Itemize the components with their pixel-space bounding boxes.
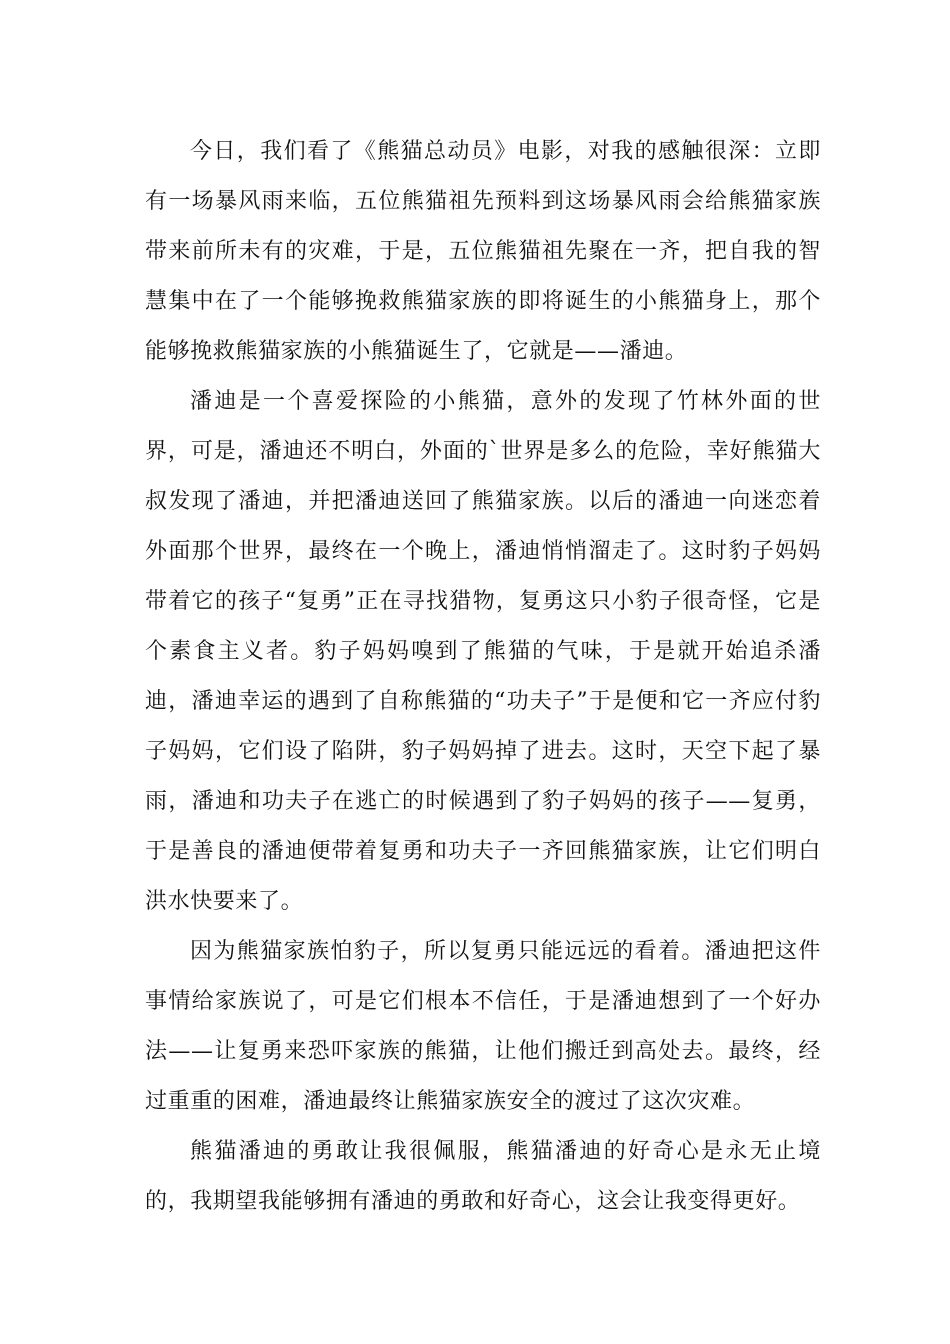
paragraph-4: 熊猫潘迪的勇敢让我很佩服，熊猫潘迪的好奇心是永无止境的，我期望我能够拥有潘迪的勇敢和好奇心，这会让我变得更好。 — [145, 1139, 821, 1214]
paragraph-2: 潘迪是一个喜爱探险的小熊猫，意外的发现了竹林外面的世界，可是，潘迪还不明白，外面的`世界是多么的危险，幸好熊猫大叔发现了潘迪，并把潘迪送回了熊猫家族。以后的潘迪一向迷恋着外面那个世界，最终在一个晚上，潘迪悄悄溜走了。这时豹子妈妈带着它的孩子“复勇”正在寻找猎物，复勇这只小豹子很奇怪，它是个素食主义者。豹子妈妈嗅到了熊猫的气味，于是就开始追杀潘迪，潘迪幸运的遇到了自称熊猫的“功夫子”于是便和它一齐应付豹子妈妈，它们设了陷阱，豹子妈妈掉了进去。这时，天空下起了暴雨，潘迪和功夫子在逃亡的时候遇到了豹子妈妈的孩子——复勇，于是善良的潘迪便带着复勇和功夫子一齐回熊猫家族，让它们明白洪水快要来了。 — [145, 389, 821, 914]
document-body — [145, 127, 821, 1227]
paragraph-3: 因为熊猫家族怕豹子，所以复勇只能远远的看着。潘迪把这件事情给家族说了，可是它们根本不信任，于是潘迪想到了一个好办法——让复勇来恐吓家族的熊猫，让他们搬迁到高处去。最终，经过重重的困难，潘迪最终让熊猫家族安全的渡过了这次灾难。 — [145, 939, 821, 1114]
paragraph-1: 今日，我们看了《熊猫总动员》电影，对我的感触很深：立即有一场暴风雨来临，五位熊猫祖先预料到这场暴风雨会给熊猫家族带来前所未有的灾难，于是，五位熊猫祖先聚在一齐，把自我的智慧集中在了一个能够挽救熊猫家族的即将诞生的小熊猫身上，那个能够挽救熊猫家族的小熊猫诞生了，它就是——潘迪。 — [145, 139, 821, 364]
